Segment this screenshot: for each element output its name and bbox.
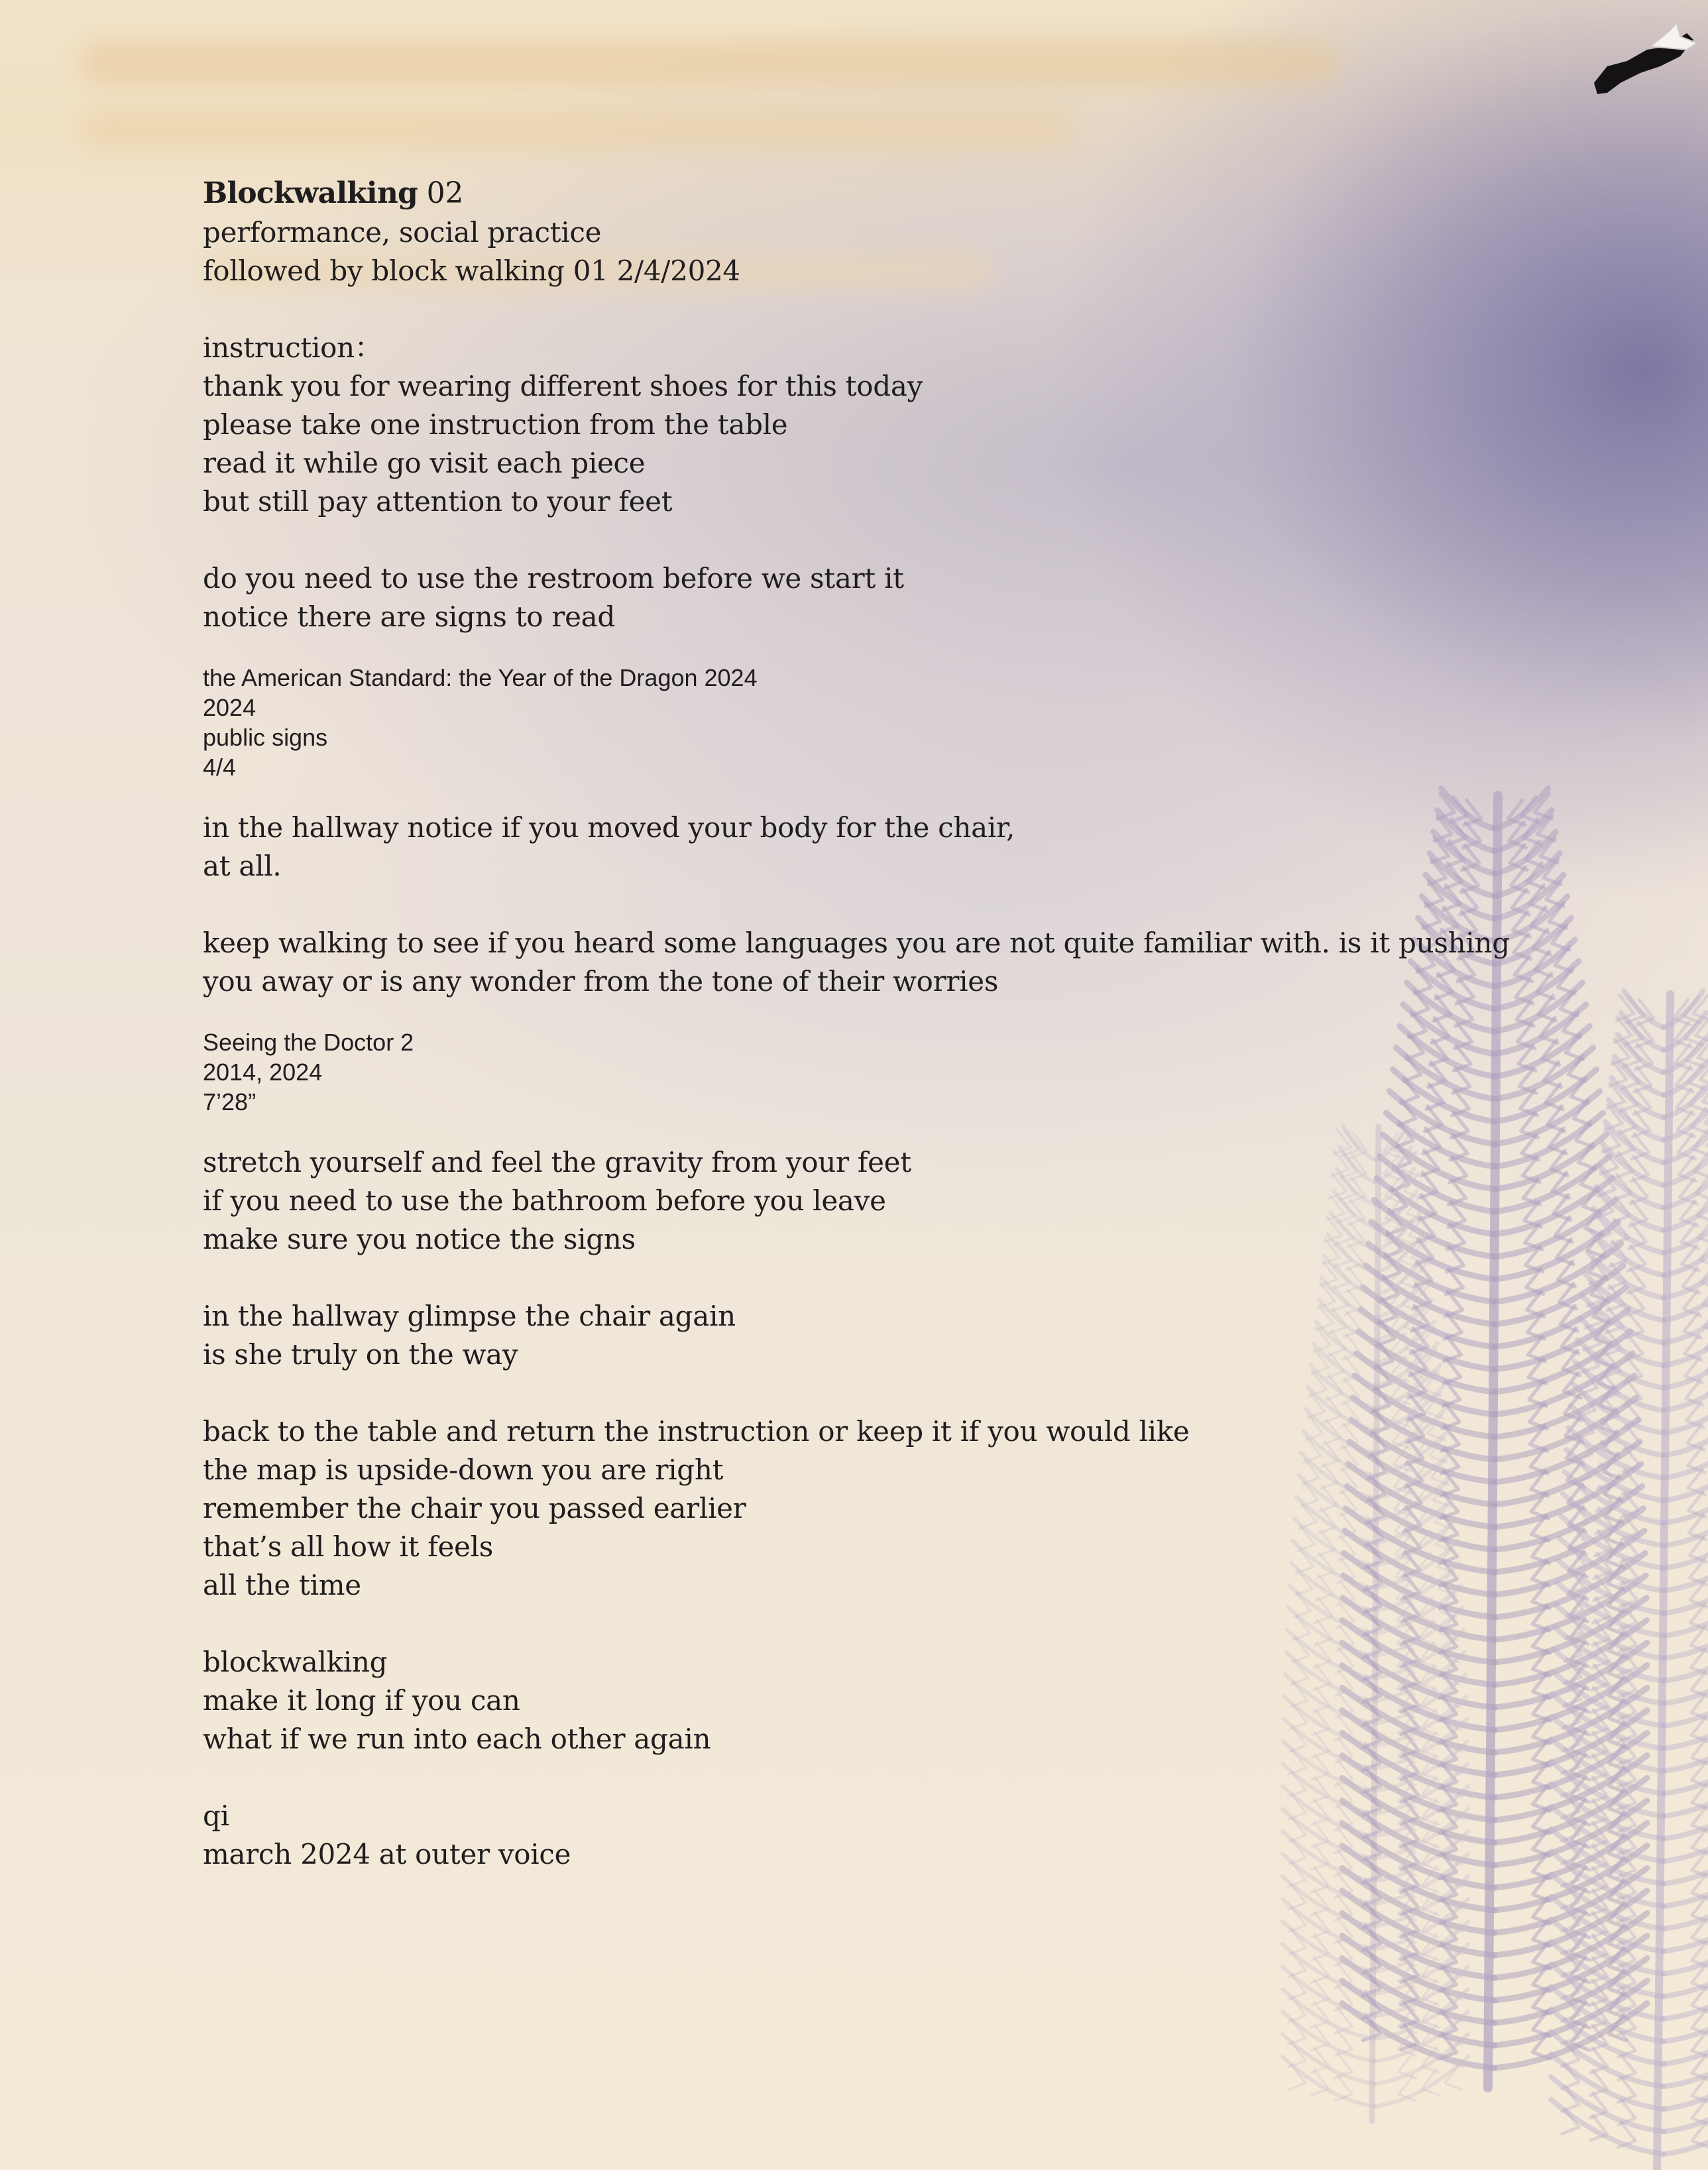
hallway-line: at all.: [203, 850, 282, 882]
work-caption-line: Seeing the Doctor 2: [203, 1029, 414, 1056]
instruction-line: read it while go visit each piece: [203, 447, 646, 479]
subtitle-line: performance, social practice: [203, 216, 602, 249]
document-title: [203, 174, 1528, 213]
spacer: [203, 636, 1528, 663]
instruction-line: but still pay attention to your feet: [203, 485, 673, 518]
back-line: back to the table and return the instruction or keep it if you would like: [203, 1415, 1190, 1448]
spacer: [203, 885, 1528, 924]
glimpse-line: is she truly on the way: [203, 1338, 518, 1371]
stretch-line: stretch yourself and feel the gravity from your feet: [203, 1146, 911, 1178]
spacer: [203, 1001, 1528, 1027]
spacer: [203, 290, 1528, 329]
work-caption-line: the American Standard: the Year of the Dragon 2024: [203, 664, 758, 691]
spacer: [203, 1374, 1528, 1412]
back-line: the map is upside-down you are right: [203, 1454, 724, 1486]
stretch-line: if you need to use the bathroom before you leave: [203, 1184, 886, 1217]
work-caption-line: 2014, 2024: [203, 1058, 323, 1086]
closing-line: what if we run into each other again: [203, 1723, 711, 1755]
spacer: [203, 782, 1528, 809]
work-caption-line: public signs: [203, 724, 328, 751]
spacer: [203, 1259, 1528, 1297]
work-caption-line: 2024: [203, 694, 256, 721]
languages-line: keep walking to see if you heard some languages you are not quite familiar with. is it pushing: [203, 927, 1510, 959]
spacer: [203, 521, 1528, 559]
restroom-line: notice there are signs to read: [203, 600, 615, 633]
title-bold: Blockwalking: [203, 176, 418, 210]
title-number: 02: [418, 176, 464, 210]
stretch-line: make sure you notice the signs: [203, 1223, 636, 1255]
signature-name: qi: [203, 1799, 229, 1832]
back-line: that’s all how it feels: [203, 1530, 493, 1563]
signature-date: march 2024 at outer voice: [203, 1838, 571, 1870]
back-line: remember the chair you passed earlier: [203, 1492, 746, 1524]
spacer: [203, 1758, 1528, 1797]
spacer: [203, 1117, 1528, 1143]
hallway-line: in the hallway notice if you moved your body for the chair,: [203, 811, 1015, 844]
back-line: all the time: [203, 1569, 361, 1601]
torn-corner-mark: [1587, 20, 1700, 113]
instruction-line: thank you for wearing different shoes for this today: [203, 370, 923, 402]
work-caption-line: 7’28”: [203, 1088, 256, 1115]
subtitle-line: followed by block walking 01 2/4/2024: [203, 255, 740, 287]
work-caption-line: 4/4: [203, 754, 237, 781]
glimpse-line: in the hallway glimpse the chair again: [203, 1300, 736, 1332]
text-content: [203, 174, 1528, 1874]
instruction-line: please take one instruction from the table: [203, 408, 788, 441]
instruction-label: instruction：: [203, 331, 382, 364]
closing-line: blockwalking: [203, 1646, 388, 1678]
closing-line: make it long if you can: [203, 1684, 520, 1717]
languages-line: you away or is any wonder from the tone of their worries: [203, 965, 999, 998]
spacer: [203, 1605, 1528, 1643]
restroom-line: do you need to use the restroom before we start it: [203, 562, 904, 595]
